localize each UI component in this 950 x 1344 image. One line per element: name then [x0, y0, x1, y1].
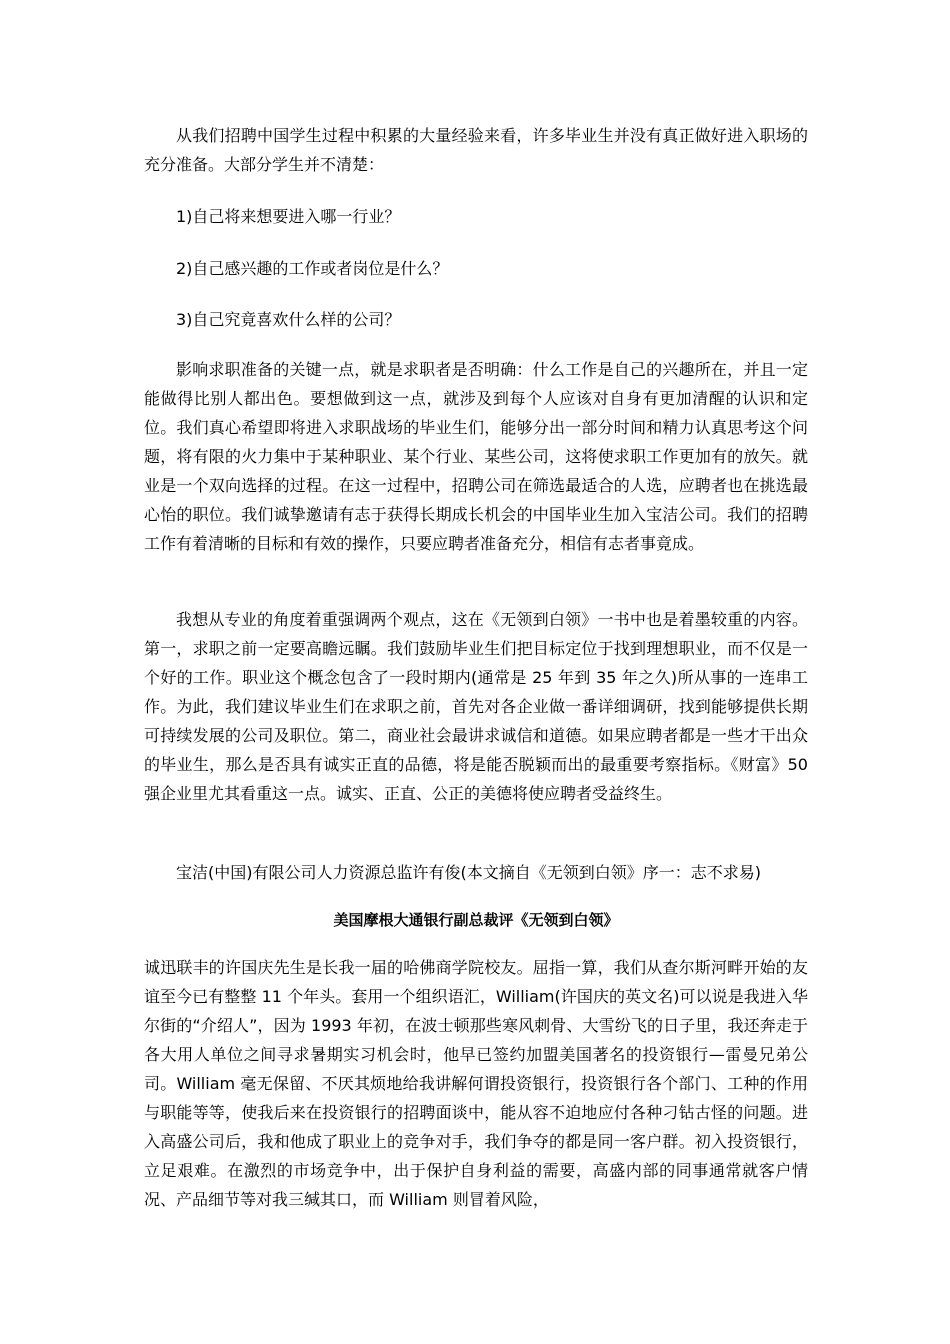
- professional-views-paragraph: 我想从专业的角度着重强调两个观点，这在《无领到白领》一书中也是着墨较重的内容。第一，求职之前一定要高瞻远瞩。我们鼓励毕业生们把目标定位于找到理想职业，而不仅是一个好的工作。职业这个概念包含了一段时期内(通常是 25 年到 35 年之久)所从事的一连串工作。为此，我们建议毕业生们在求职之前，首先对各企业做一番详细调研，找到能够提供长期可持续发展的公司及职位。第二，商业社会最讲求诚信和道德。如果应聘者都是一些才干出众的毕业生，那么是否具有诚实正直的品德，将是能否脱颖而出的最重要考察指标。《财富》50 强企业里尤其看重这一点。诚实、正直、公正的美德将使应聘者受益终生。: [144, 610, 808, 803]
- signature-line: 宝洁(中国)有限公司人力资源总监许有俊(本文摘自《无领到白领》序一：志不求易): [176, 863, 761, 882]
- section-heading: 美国摩根大通银行副总裁评《无领到白领》: [333, 911, 619, 929]
- question-3: 3)自己究竟喜欢什么样的公司？: [176, 310, 401, 329]
- question-2: 2)自己感兴趣的工作或者岗位是什么？: [176, 259, 449, 278]
- review-paragraph: 诚迅联丰的许国庆先生是长我一届的哈佛商学院校友。屈指一算，我们从查尔斯河畔开始的友谊至今已有整整 11 个年头。套用一个组织语汇，William(许国庆的英文名)可以说是我进入华尔街的“介绍人”，因为 1993 年初，在波士顿那些寒风刺骨、大雪纷飞的日子里，我还奔走于各大用人单位之间寻求暑期实习机会时，他早已签约加盟美国著名的投资银行—雷曼兄弟公司。William 毫无保留、不厌其烦地给我讲解何谓投资银行，投资银行各个部门、工种的作用与职能等等，使我后来在投资银行的招聘面谈中，能从容不迫地应付各种刁钻古怪的问题。进入高盛公司后，我和他成了职业上的竞争对手，我们争夺的都是同一客户群。初入投资银行，立足艰难。在激烈的市场竞争中，出于保护自身利益的需要，高盛内部的同事通常就客户情况、产品细节等对我三缄其口，而 William 则冒着风险，: [144, 958, 808, 1209]
- intro-paragraph: 从我们招聘中国学生过程中积累的大量经验来看，许多毕业生并没有真正做好进入职场的充分准备。大部分学生并不清楚：: [144, 126, 808, 174]
- key-point-paragraph: 影响求职准备的关键一点，就是求职者是否明确：什么工作是自己的兴趣所在，并且一定能做得比别人都出色。要想做到这一点，就涉及到每个人应该对自身有更加清醒的认识和定位。我们真心希望即将进入求职战场的毕业生们，能够分出一部分时间和精力认真思考这个问题，将有限的火力集中于某种职业、某个行业、某些公司，这将使求职工作更加有的放矢。就业是一个双向选择的过程。在这一过程中，招聘公司在筛选最适合的人选，应聘者也在挑选最心怡的职位。我们诚挚邀请有志于获得长期成长机会的中国毕业生加入宝洁公司。我们的招聘工作有着清晰的目标和有效的操作，只要应聘者准备充分，相信有志者事竟成。: [144, 360, 808, 553]
- question-1: 1)自己将来想要进入哪一行业？: [176, 207, 401, 226]
